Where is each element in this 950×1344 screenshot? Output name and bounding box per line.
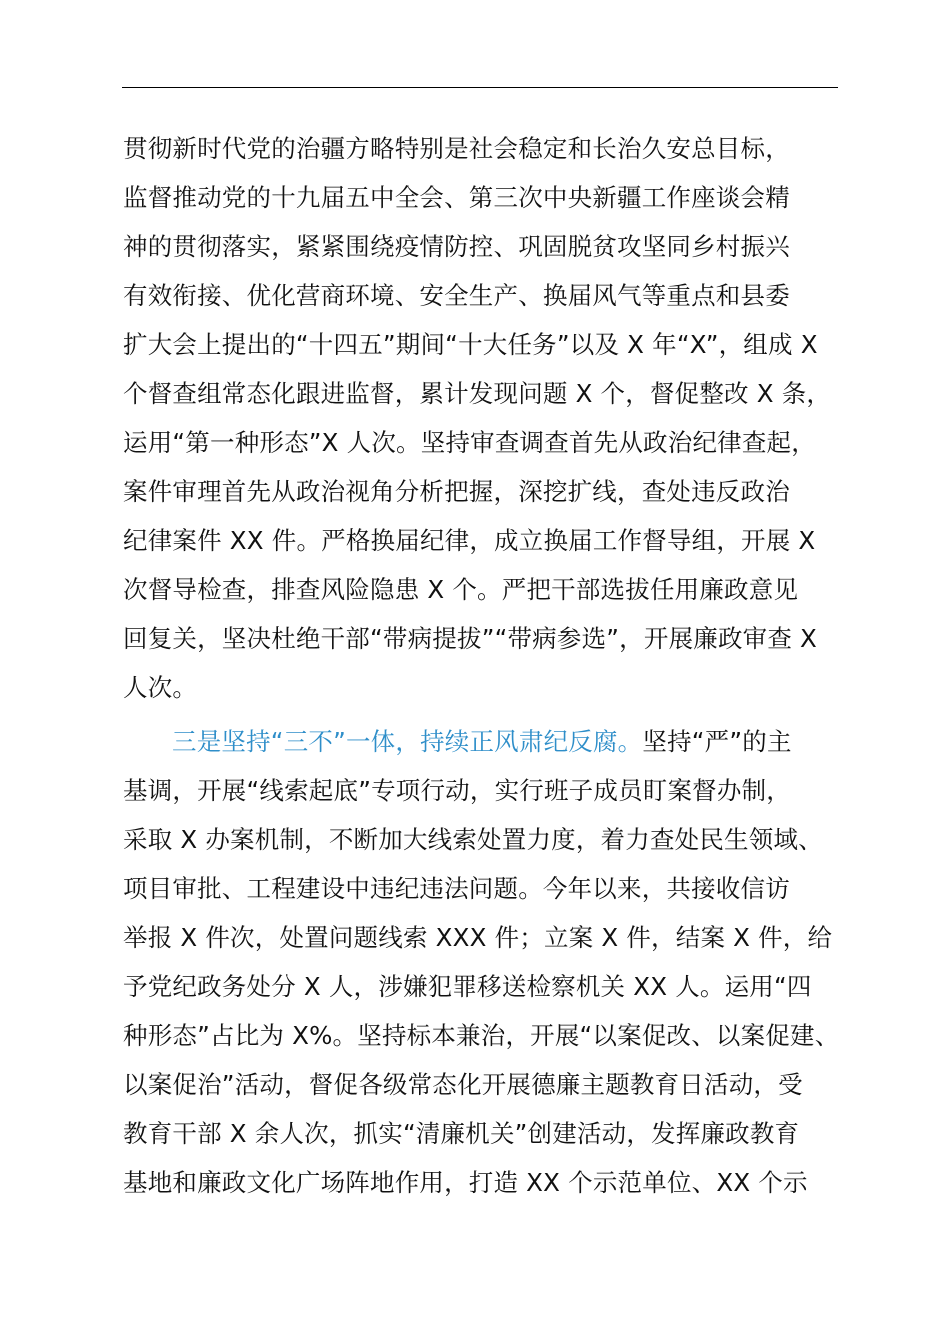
paragraph-line: 人次。	[123, 673, 198, 702]
paragraph-line: 予党纪政务处分 X 人，涉嫌犯罪移送检察机关 XX 人。运用“四	[123, 972, 812, 1001]
section-heading: 三是坚持“三不”一体，持续正风肃纪反腐。	[172, 727, 643, 756]
paragraph-line: 以案促治”活动，督促各级常态化开展德廉主题教育日活动，受	[123, 1070, 803, 1099]
paragraph-line: 纪律案件 XX 件。严格换届纪律，成立换届工作督导组，开展 X	[123, 526, 816, 555]
paragraph-line: 采取 X 办案机制，不断加大线索处置力度，着力查处民生领域、	[123, 825, 823, 854]
paragraph-line: 有效衔接、优化营商环境、安全生产、换届风气等重点和县委	[123, 281, 790, 310]
paragraph-line: 种形态”占比为 X%。坚持标本兼治，开展“以案促改、以案促建、	[123, 1021, 840, 1050]
paragraph-line: 基调，开展“线索起底”专项行动，实行班子成员盯案督办制，	[123, 776, 791, 805]
paragraph-line: 次督导检查，排查风险隐患 X 个。严把干部选拔任用廉政意见	[123, 575, 799, 604]
paragraph-line: 基地和廉政文化广场阵地作用，打造 XX 个示范单位、XX 个示	[123, 1168, 808, 1197]
paragraph-line: 贯彻新时代党的治疆方略特别是社会稳定和长治久安总目标，	[123, 134, 790, 163]
paragraph-line: 运用“第一种形态”X 人次。坚持审查调查首先从政治纪律查起，	[123, 428, 816, 457]
paragraph-line: 个督查组常态化跟进监督，累计发现问题 X 个，督促整改 X 条，	[123, 379, 832, 408]
header-rule	[122, 87, 838, 88]
paragraph-line: 项目审批、工程建设中违纪违法问题。今年以来，共接收信访	[123, 874, 790, 903]
paragraph-line: 神的贯彻落实，紧紧围绕疫情防控、巩固脱贫攻坚同乡村振兴	[123, 232, 790, 261]
paragraph-line: 案件审理首先从政治视角分析把握，深挖扩线，查处违反政治	[123, 477, 790, 506]
paragraph-line: 回复关，坚决杜绝干部“带病提拔”“带病参选”，开展廉政审查 X	[123, 624, 818, 653]
section-first-line-rest: 坚持“严”的主	[642, 727, 792, 756]
paragraph-line: 举报 X 件次，处置问题线索 XXX 件；立案 X 件，结案 X 件，给	[123, 923, 833, 952]
section-first-line	[172, 722, 792, 762]
paragraph-line: 扩大会上提出的“十四五”期间“十大任务”以及 X 年“X”，组成 X	[123, 330, 818, 359]
paragraph-line: 监督推动党的十九届五中全会、第三次中央新疆工作座谈会精	[123, 183, 790, 212]
paragraph-line: 教育干部 X 余人次，抓实“清廉机关”创建活动，发挥廉政教育	[123, 1119, 800, 1148]
